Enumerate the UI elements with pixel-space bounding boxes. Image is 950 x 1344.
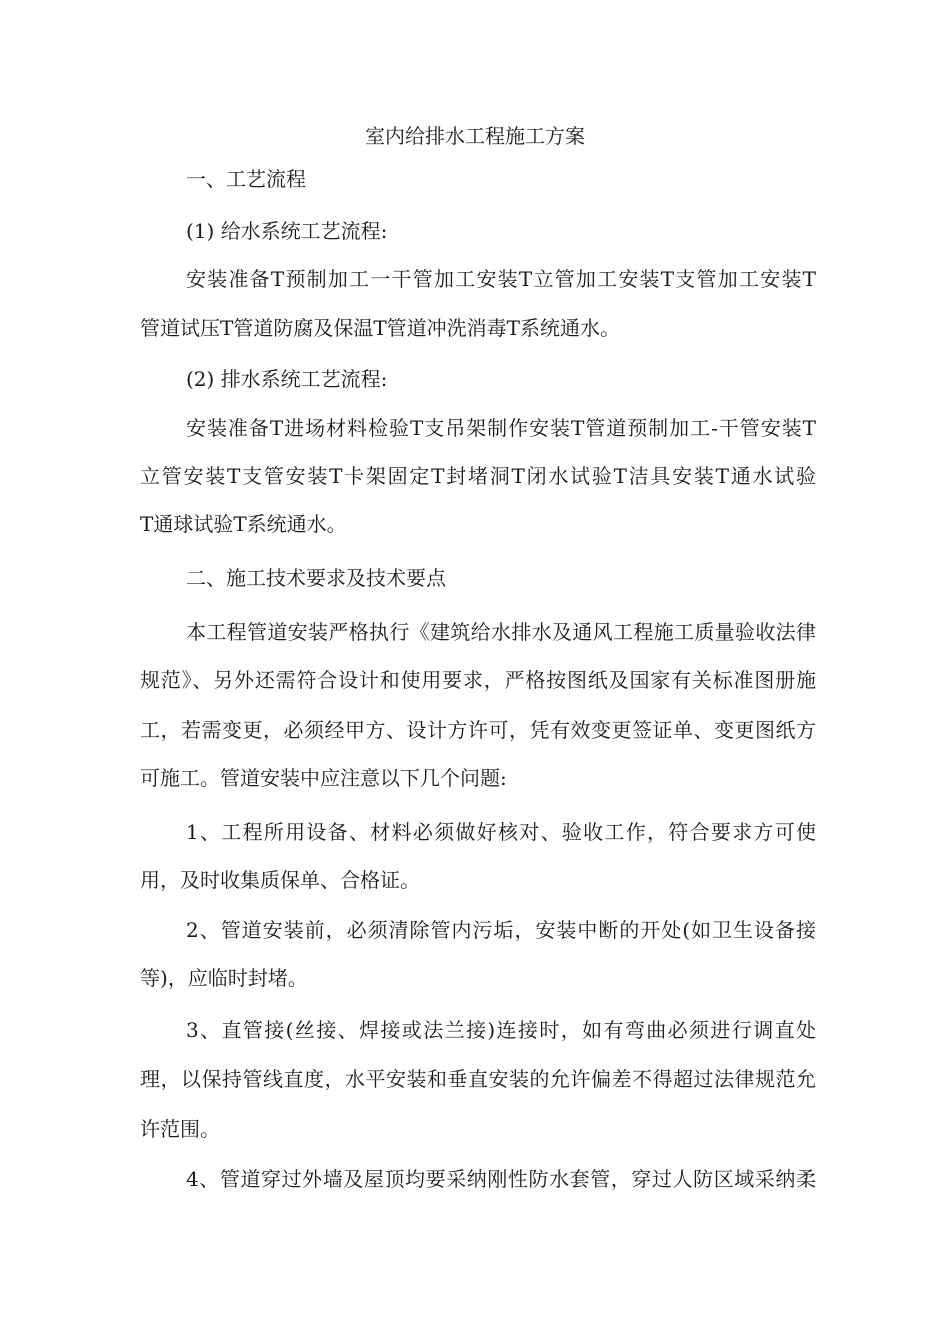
paragraph-line: 安装准备T预制加工一干管加工安装T立管加工安装T支管加工安装T: [186, 267, 816, 291]
paragraph-line: 管道试压T管道防腐及保温T管道冲洗消毒T系统通水。: [140, 316, 621, 340]
section-heading: 一、工艺流程: [186, 167, 306, 191]
paragraph-line: 立管安装T支管安装T卡架固定T封堵洞T闭水试验T洁具安装T通水试验: [140, 464, 816, 488]
paragraph-line: 本工程管道安装严格执行《建筑给水排水及通风工程施工质量验收法律: [186, 620, 816, 644]
subsection-heading: (2) 排水系统工艺流程:: [186, 367, 388, 391]
subsection-heading: (1) 给水系统工艺流程:: [186, 219, 388, 243]
list-item-line: 理，以保持管线直度，水平安装和垂直安装的允许偏差不得超过法律规范允: [140, 1067, 816, 1091]
list-item-line: 4、管道穿过外墙及屋顶均要采纳刚性防水套管，穿过人防区域采纳柔: [186, 1167, 816, 1191]
paragraph-line: 规范》、另外还需符合设计和使用要求，严格按图纸及国家有关标准图册施: [140, 668, 816, 692]
paragraph-line: 安装准备T进场材料检验T支吊架制作安装T管道预制加工-干管安装T: [186, 416, 816, 440]
section-heading: 二、施工技术要求及技术要点: [186, 566, 446, 590]
list-item-line: 3、直管接(丝接、焊接或法兰接)连接时，如有弯曲必须进行调直处: [186, 1018, 816, 1042]
list-item-line: 用，及时收集质保单、合格证。: [140, 868, 420, 892]
list-item-line: 许范围。: [140, 1117, 220, 1141]
paragraph-line: T通球试验T系统通水。: [140, 512, 347, 536]
list-item-line: 1、工程所用设备、材料必须做好核对、验收工作，符合要求方可使: [186, 820, 816, 844]
list-item-line: 2、管道安装前，必须清除管内污垢，安装中断的开处(如卫生设备接: [186, 918, 816, 942]
document-title: 室内给排水工程施工方案: [365, 124, 585, 148]
list-item-line: 等)，应临时封堵。: [140, 966, 308, 990]
paragraph-line: 工，若需变更，必须经甲方、设计方许可，凭有效变更签证单、变更图纸方: [140, 718, 816, 742]
paragraph-line: 可施工。管道安装中应注意以下几个问题:: [140, 766, 507, 790]
